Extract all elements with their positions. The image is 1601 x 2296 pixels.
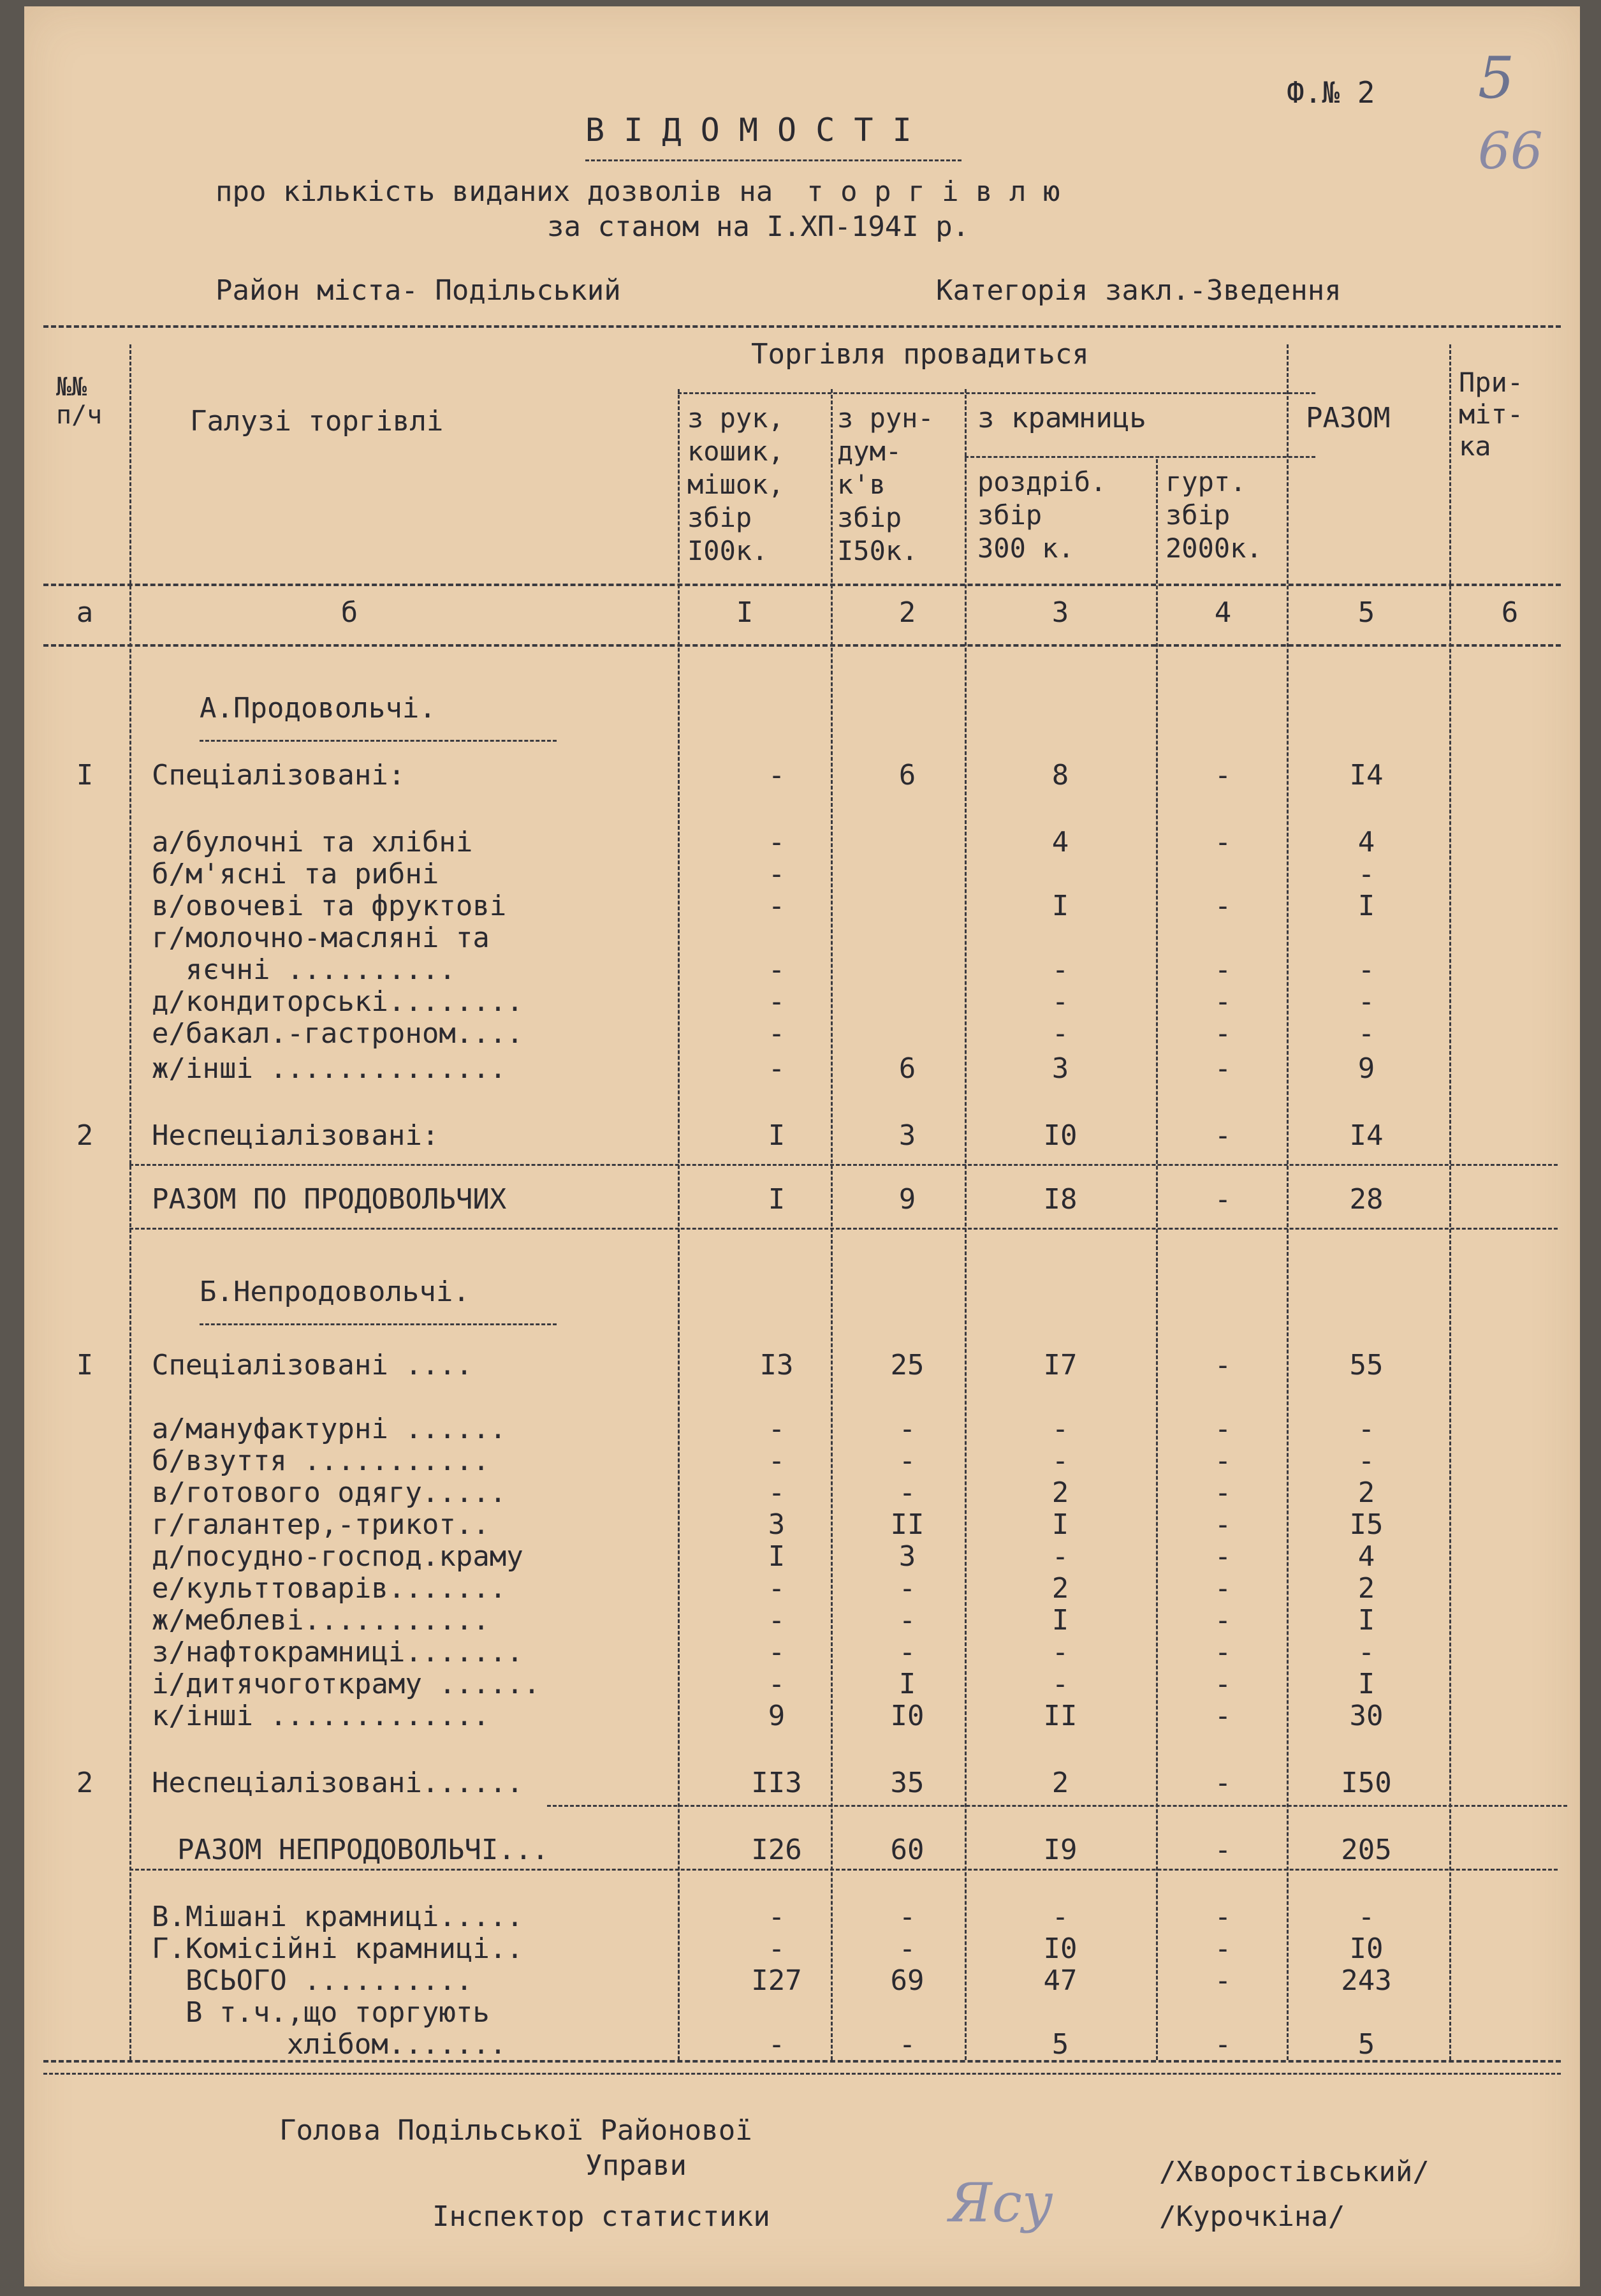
row-label: Неспеціалізовані...... xyxy=(152,1767,523,1799)
table-cell: І0 xyxy=(1043,1119,1078,1152)
row-label: Неспеціалізовані: xyxy=(152,1119,439,1152)
table-cell: - xyxy=(1051,1413,1069,1445)
row-label: В т.ч.,що торгують xyxy=(152,1996,490,2029)
table-cell: І5 xyxy=(1349,1508,1384,1541)
table-cell: ІІ xyxy=(1043,1700,1078,1732)
table-cell: 69 xyxy=(890,1964,925,1997)
table-cell: - xyxy=(1214,1119,1232,1152)
table-cell: - xyxy=(1214,1964,1232,1997)
column-number: І xyxy=(736,596,754,629)
table-cell: І0 xyxy=(890,1700,925,1732)
table-cell: ІІ xyxy=(890,1508,925,1541)
nonfood-total-rule-top xyxy=(547,1805,1567,1807)
table-cell: - xyxy=(1214,1017,1232,1050)
table-cell: 35 xyxy=(890,1767,925,1799)
table-cell: І xyxy=(898,1668,916,1700)
header-group: Торгівля провадиться xyxy=(751,338,1089,371)
district-label: Район міста- Подільський xyxy=(216,274,621,307)
table-cell: - xyxy=(1214,1767,1232,1799)
table-cell: - xyxy=(768,1476,786,1509)
column-number: б xyxy=(340,596,358,629)
table-cell: І4 xyxy=(1349,759,1384,791)
table-cell: 2 xyxy=(1051,1572,1069,1605)
table-cell: - xyxy=(898,1413,916,1445)
table-cell: 3 xyxy=(898,1540,916,1573)
table-cell: І0 xyxy=(1349,1932,1384,1965)
handwritten-page-number: 5 xyxy=(1478,45,1515,112)
row-label: РАЗОМ НЕПРОДОВОЛЬЧІ... xyxy=(177,1834,549,1866)
header-no: №№ п/ч xyxy=(56,372,103,430)
row-label: з/нафтокрамниці....... xyxy=(152,1636,523,1668)
table-cell: І xyxy=(1357,890,1375,922)
col-line-4 xyxy=(965,389,967,2060)
table-cell: 9 xyxy=(898,1183,916,1216)
table-bottom-rule-2 xyxy=(43,2073,1561,2075)
table-cell: - xyxy=(768,1932,786,1965)
row-label: ж/меблеві........... xyxy=(152,1604,490,1637)
form-number: Ф.№ 2 xyxy=(1287,75,1375,110)
table-cell: 9 xyxy=(1357,1052,1375,1085)
table-top-rule xyxy=(43,325,1561,328)
table-cell: 2 xyxy=(1357,1476,1375,1509)
table-cell: - xyxy=(1357,1445,1375,1477)
row-number: І xyxy=(76,759,94,791)
table-cell: - xyxy=(1051,1017,1069,1050)
row-label: В.Мішані крамниці..... xyxy=(152,1901,523,1933)
row-label: хлібом....... xyxy=(152,2028,507,2061)
table-cell: 2 xyxy=(1051,1767,1069,1799)
table-cell: - xyxy=(1357,1901,1375,1933)
row-label: Спеціалізовані .... xyxy=(152,1349,473,1381)
table-cell: - xyxy=(768,1413,786,1445)
table-cell: - xyxy=(1214,1413,1232,1445)
header-branch: Галузі торгівлі xyxy=(190,405,444,438)
table-cell: 25 xyxy=(890,1349,925,1381)
row-label: е/культтоварів....... xyxy=(152,1572,507,1605)
title-underline xyxy=(585,159,961,161)
table-cell: - xyxy=(768,1668,786,1700)
document-title: В І Д О М О С Т І xyxy=(585,112,912,149)
table-cell: - xyxy=(1051,1636,1069,1668)
table-cell: - xyxy=(1214,890,1232,922)
table-cell: І xyxy=(1051,1604,1069,1637)
table-cell: - xyxy=(768,826,786,858)
table-cell: 60 xyxy=(890,1834,925,1866)
table-cell: - xyxy=(768,1636,786,1668)
row-label: д/кондиторські........ xyxy=(152,985,523,1018)
colnum-bottom-rule xyxy=(43,644,1561,647)
table-cell: І26 xyxy=(751,1834,802,1866)
table-cell: 47 xyxy=(1043,1964,1078,1997)
table-cell: - xyxy=(1214,1540,1232,1573)
subtitle-line-2: за станом на І.ХП-194І р. xyxy=(547,210,970,243)
table-cell: - xyxy=(1214,953,1232,986)
table-cell: - xyxy=(898,1445,916,1477)
table-cell: - xyxy=(898,2028,916,2061)
header-retail: роздріб. збір 300 к. xyxy=(977,466,1107,564)
table-cell: І0 xyxy=(1043,1932,1078,1965)
row-label: б/м'ясні та рибні xyxy=(152,858,439,890)
table-cell: - xyxy=(1214,2028,1232,2061)
table-cell: - xyxy=(768,890,786,922)
table-cell: І8 xyxy=(1043,1183,1078,1216)
table-cell: - xyxy=(1051,953,1069,986)
col-line-1 xyxy=(129,344,131,2060)
row-label: Г.Комісійні крамниці.. xyxy=(152,1932,523,1965)
row-number: І xyxy=(76,1349,94,1381)
column-number: 6 xyxy=(1501,596,1519,629)
table-cell: - xyxy=(768,2028,786,2061)
table-cell: - xyxy=(768,858,786,890)
row-label: яєчні .......... xyxy=(152,953,456,986)
table-cell: - xyxy=(1214,1476,1232,1509)
table-cell: - xyxy=(898,1932,916,1965)
table-cell: І xyxy=(1051,890,1069,922)
table-cell: - xyxy=(1357,858,1375,890)
table-cell: 9 xyxy=(768,1700,786,1732)
footer-head-title-2: Управи xyxy=(585,2149,687,2182)
table-cell: - xyxy=(768,1052,786,1085)
row-label: в/овочеві та фруктові xyxy=(152,890,507,922)
col-line-2 xyxy=(678,389,680,2060)
column-number: 2 xyxy=(898,596,916,629)
column-number: а xyxy=(76,596,94,629)
table-cell: І xyxy=(1357,1668,1375,1700)
row-label: Спеціалізовані: xyxy=(152,759,406,791)
table-cell: 6 xyxy=(898,759,916,791)
table-cell: І50 xyxy=(1341,1767,1392,1799)
table-cell: - xyxy=(898,1572,916,1605)
table-cell: 3 xyxy=(1051,1052,1069,1085)
row-label: г/молочно-масляні та xyxy=(152,922,490,954)
table-cell: - xyxy=(1214,1183,1232,1216)
row-label: а/булочні та хлібні xyxy=(152,826,473,858)
table-cell: І xyxy=(1357,1604,1375,1637)
footer-head-title: Голова Подільської Районової xyxy=(279,2114,752,2147)
table-cell: - xyxy=(1214,759,1232,791)
table-cell: - xyxy=(1051,1540,1069,1573)
table-cell: 3 xyxy=(898,1119,916,1152)
table-cell: - xyxy=(1214,1572,1232,1605)
table-cell: - xyxy=(768,1604,786,1637)
column-number: 5 xyxy=(1357,596,1375,629)
row-number: 2 xyxy=(76,1119,94,1152)
row-label: і/дитячоготкраму ...... xyxy=(152,1668,541,1700)
category-label: Категорія закл.-Зведення xyxy=(936,274,1341,307)
header-carts: з рун- дум- к'в збір І50к. xyxy=(837,402,934,566)
footer-signature-2: /Курочкіна/ xyxy=(1159,2200,1345,2233)
table-cell: - xyxy=(768,759,786,791)
row-label: а/мануфактурні ...... xyxy=(152,1413,507,1445)
table-cell: 3 xyxy=(768,1508,786,1541)
table-cell: ІЗ xyxy=(759,1349,794,1381)
table-cell: - xyxy=(1357,953,1375,986)
table-cell: - xyxy=(1357,1413,1375,1445)
table-cell: І xyxy=(768,1183,786,1216)
food-total-rule-top xyxy=(129,1164,1558,1166)
table-cell: І xyxy=(1051,1508,1069,1541)
table-cell: І xyxy=(768,1540,786,1573)
table-cell: - xyxy=(768,985,786,1018)
table-cell: ІІЗ xyxy=(751,1767,802,1799)
table-cell: 2 xyxy=(1357,1572,1375,1605)
table-cell: 243 xyxy=(1341,1964,1392,1997)
table-cell: І27 xyxy=(751,1964,802,1997)
table-cell: - xyxy=(898,1476,916,1509)
row-label: г/галантер,-трикот.. xyxy=(152,1508,490,1541)
table-cell: 28 xyxy=(1349,1183,1384,1216)
table-cell: 30 xyxy=(1349,1700,1384,1732)
table-cell: 55 xyxy=(1349,1349,1384,1381)
table-cell: - xyxy=(1214,1636,1232,1668)
column-number: 4 xyxy=(1214,596,1232,629)
section-a-underline xyxy=(200,740,557,742)
header-total: РАЗОМ xyxy=(1306,402,1391,434)
table-cell: - xyxy=(898,1636,916,1668)
col-line-5 xyxy=(1156,459,1158,2060)
row-label: б/взуття ........... xyxy=(152,1445,490,1477)
col-line-7 xyxy=(1449,344,1451,2060)
table-cell: 4 xyxy=(1357,826,1375,858)
table-cell: І9 xyxy=(1043,1834,1078,1866)
table-cell: - xyxy=(898,1604,916,1637)
table-cell: 4 xyxy=(1051,826,1069,858)
row-label: ВСЬОГО .......... xyxy=(152,1964,473,1997)
table-cell: - xyxy=(1214,1052,1232,1085)
table-cell: - xyxy=(1214,1901,1232,1933)
table-cell: І4 xyxy=(1349,1119,1384,1152)
table-cell: 2 xyxy=(1051,1476,1069,1509)
table-cell: 4 xyxy=(1357,1540,1375,1573)
table-cell: - xyxy=(1357,1636,1375,1668)
nonfood-total-rule-bottom xyxy=(129,1869,1558,1871)
table-cell: - xyxy=(1214,1508,1232,1541)
table-cell: - xyxy=(1357,985,1375,1018)
table-cell: - xyxy=(1051,985,1069,1018)
food-total-rule-bottom xyxy=(129,1228,1558,1230)
table-cell: 6 xyxy=(898,1052,916,1085)
header-wholesale: гурт. збір 2000к. xyxy=(1166,466,1262,564)
row-label: к/інші ............. xyxy=(152,1700,490,1732)
table-cell: - xyxy=(1214,826,1232,858)
table-cell: - xyxy=(1214,1668,1232,1700)
table-cell: 5 xyxy=(1357,2028,1375,2061)
table-cell: 205 xyxy=(1341,1834,1392,1866)
table-cell: - xyxy=(768,1901,786,1933)
handwritten-signature: Ясу xyxy=(949,2172,1053,2234)
table-cell: - xyxy=(1214,1834,1232,1866)
col-line-6 xyxy=(1287,344,1289,2060)
table-cell: - xyxy=(1214,1700,1232,1732)
table-cell: - xyxy=(1214,985,1232,1018)
table-cell: 5 xyxy=(1051,2028,1069,2061)
row-number: 2 xyxy=(76,1767,94,1799)
table-cell: 8 xyxy=(1051,759,1069,791)
table-cell: - xyxy=(1214,1349,1232,1381)
shops-header-rule xyxy=(965,456,1315,458)
header-shops: з крамниць xyxy=(977,402,1146,434)
subtitle-line-1: про кількість виданих дозволів на т о р г і в л ю xyxy=(216,175,1060,208)
group-header-rule xyxy=(678,392,1315,394)
row-label: д/посудно-господ.краму xyxy=(152,1540,523,1573)
table-cell: - xyxy=(898,1901,916,1933)
handwritten-page-number-2: 66 xyxy=(1478,121,1543,180)
col-line-3 xyxy=(831,389,833,2060)
table-cell: - xyxy=(1214,1604,1232,1637)
table-cell: - xyxy=(1357,1017,1375,1050)
header-hand: з рук, кошик, мішок, збір І00к. xyxy=(687,402,784,566)
row-label: ж/інші .............. xyxy=(152,1052,507,1085)
table-cell: - xyxy=(768,1572,786,1605)
column-number: 3 xyxy=(1051,596,1069,629)
table-cell: І xyxy=(768,1119,786,1152)
row-label: РАЗОМ ПО ПРОДОВОЛЬЧИХ xyxy=(152,1183,507,1216)
table-cell: - xyxy=(1214,1932,1232,1965)
footer-inspector: Інспектор статистики xyxy=(432,2200,770,2233)
table-cell: - xyxy=(1051,1901,1069,1933)
table-cell: - xyxy=(768,1445,786,1477)
table-cell: - xyxy=(768,953,786,986)
footer-signature-1: /Хворостівський/ xyxy=(1159,2156,1429,2188)
table-cell: - xyxy=(1214,1445,1232,1477)
row-label: в/готового одягу..... xyxy=(152,1476,507,1509)
table-cell: - xyxy=(1051,1445,1069,1477)
header-bottom-rule xyxy=(43,584,1561,586)
table-cell: І7 xyxy=(1043,1349,1078,1381)
document-sheet xyxy=(24,6,1580,2286)
table-cell: - xyxy=(1051,1668,1069,1700)
section-b-underline xyxy=(200,1323,557,1325)
header-note: При- міт- ка xyxy=(1459,367,1524,462)
section-a-title: А.Продовольчі. xyxy=(200,692,436,725)
table-cell: - xyxy=(768,1017,786,1050)
section-b-title: Б.Непродовольчі. xyxy=(200,1276,470,1308)
row-label: е/бакал.-гастроном.... xyxy=(152,1017,523,1050)
